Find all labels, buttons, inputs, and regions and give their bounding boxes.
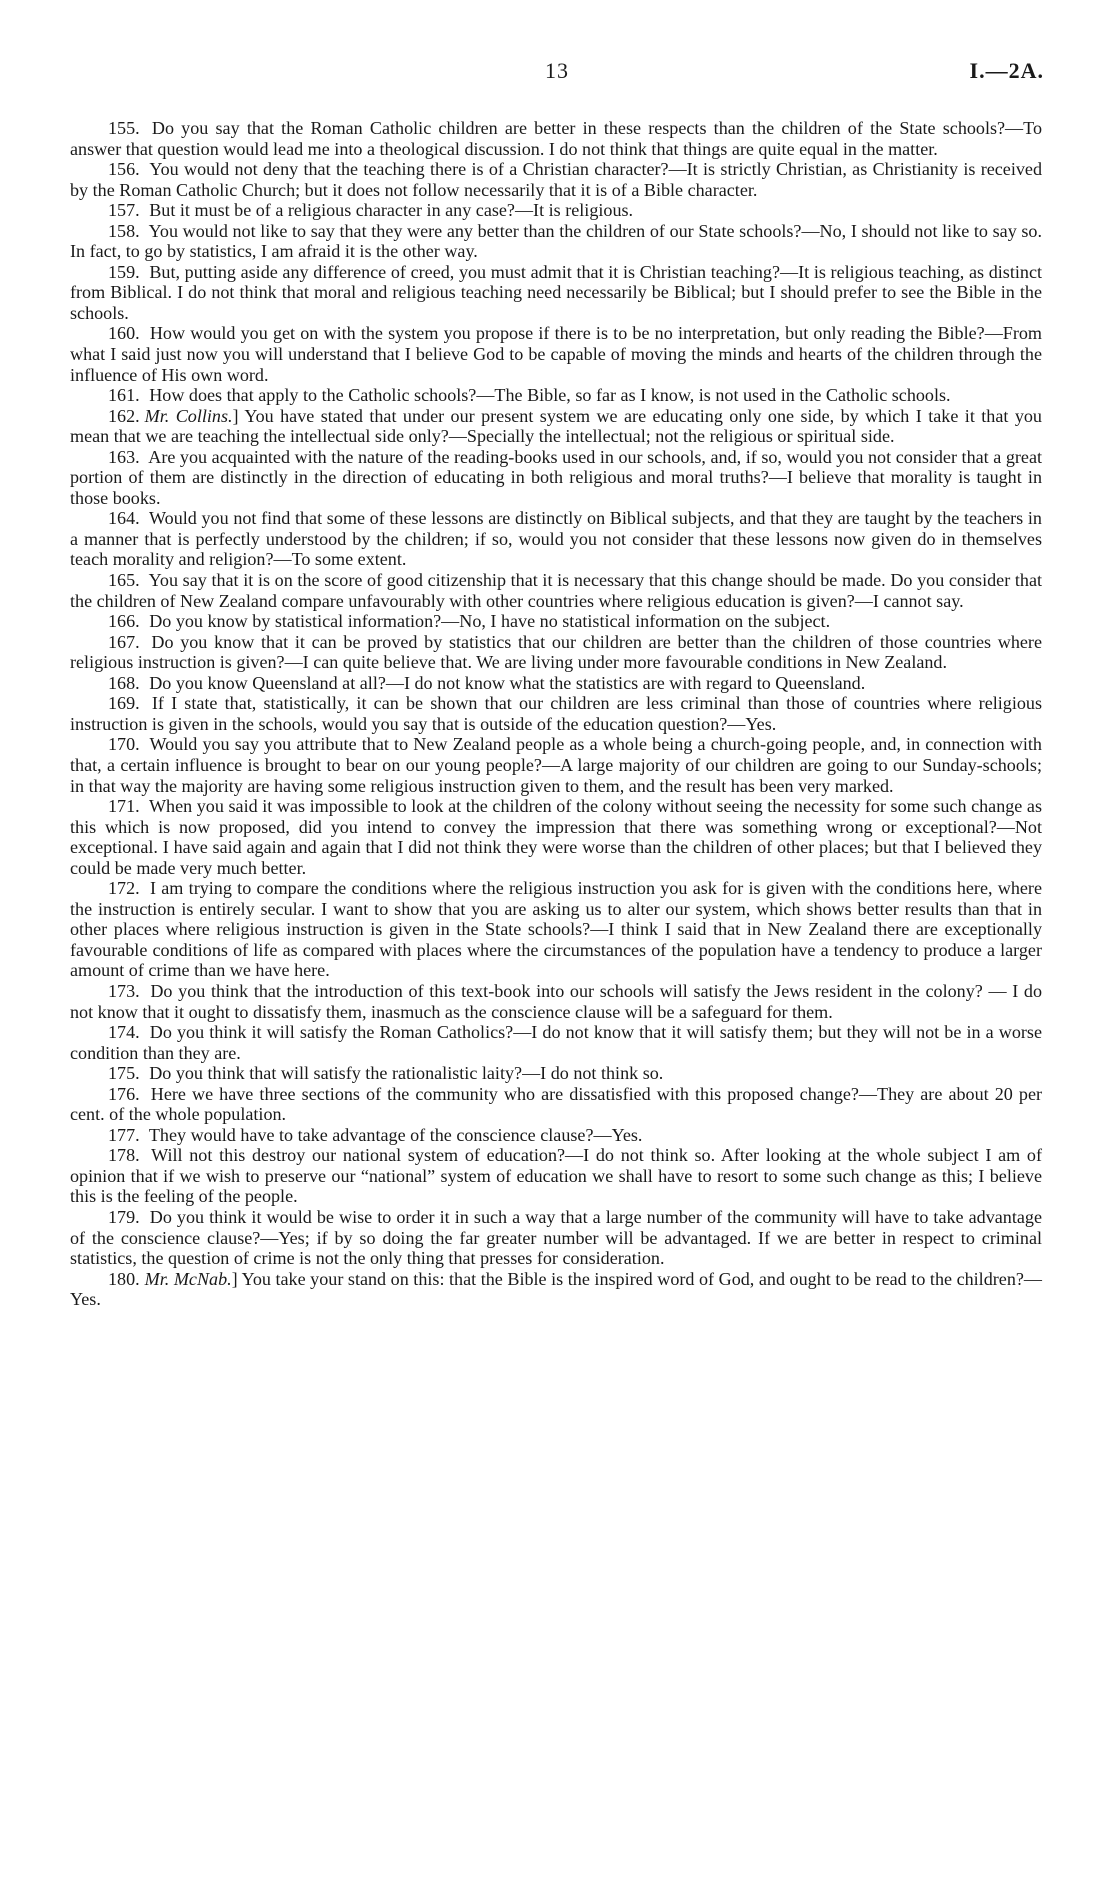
question-text: You take your stand on this: that the Bible is the inspired word of God, and ought to be read to the children?—Yes. <box>70 1268 1042 1310</box>
question-text: But, putting aside any difference of creed, you must admit that it is Christian teaching?—It is religious teaching, as distinct from Biblical. I do not think that moral and religious teaching need necessarily be Biblical; but I should prefer to see the Bible in the schools. <box>70 261 1043 323</box>
question-number: 178. <box>108 1145 140 1166</box>
question-paragraph <box>70 796 1042 878</box>
question-number: 170. <box>108 734 140 755</box>
question-paragraph <box>70 878 1042 981</box>
question-text: You would not deny that the teaching there is of a Christian character?—It is strictly Christian, as Christianity is received by the Roman Catholic Church; but it does not follow necessarily that it is of a Bible character. <box>70 159 1042 200</box>
question-number: 168. <box>108 672 140 693</box>
question-number: 157. <box>108 200 140 221</box>
question-number: 175. <box>108 1063 140 1084</box>
question-text: Here we have three sections of the community who are dissatisfied with this proposed change?—They are about 20 per cent. of the whole population. <box>70 1083 1043 1125</box>
question-text: You would not like to say that they were any better than the children of our State schools?—No, I should not like to say so. In fact, to go by statistics, I am afraid it is the other way. <box>70 220 1042 262</box>
question-number: 179. <box>108 1206 140 1227</box>
speaker-name: Mr. McNab. <box>144 1268 232 1289</box>
question-number: 174. <box>108 1022 140 1043</box>
question-text: Are you acquainted with the nature of the reading-books used in our schools, and, if so, would you not consider that a great portion of them are distinctly in the direction of educating in both religious and moral truths?—I believe that morality is taught in those books. <box>70 446 1043 508</box>
question-text: How does that apply to the Catholic schools?—The Bible, so far as I know, is not used in the Catholic schools. <box>149 385 951 406</box>
question-number: 155. <box>108 118 140 138</box>
question-number: 158. <box>108 220 140 241</box>
question-text: Do you think it will satisfy the Roman Catholics?—I do not know that it will satisfy them; but they will not be in a worse condition than they are. <box>70 1022 1042 1063</box>
question-number: 180. <box>108 1268 140 1289</box>
page-number: 13 <box>545 58 569 83</box>
question-text: Would you not find that some of these lessons are distinctly on Biblical subjects, and that they are taught by the teachers in a manner that is perfectly understood by the children; if so, would you not consider that these lessons now given do in themselves teach morality and religion?—To some extent. <box>70 508 1042 570</box>
question-paragraph <box>70 632 1042 673</box>
question-paragraph <box>70 323 1042 385</box>
question-number: 160. <box>108 323 140 344</box>
question-paragraph <box>70 1207 1042 1269</box>
question-paragraph <box>70 200 1042 221</box>
question-paragraph <box>70 981 1042 1022</box>
speaker-name: Mr. Collins. <box>144 405 233 426</box>
question-paragraph <box>70 611 1042 632</box>
question-text: Do you think that will satisfy the rationalistic laity?—I do not think so. <box>149 1063 664 1084</box>
question-number: 173. <box>108 980 140 1001</box>
question-number: 164. <box>108 508 140 529</box>
question-paragraph <box>70 221 1042 262</box>
question-number: 169. <box>108 693 140 714</box>
question-number: 159. <box>108 261 140 282</box>
question-paragraph <box>70 159 1042 200</box>
question-text: Do you say that the Roman Catholic children are better in these respects than the children of the State schools?—To answer that question would lead me into a theological discussion. I do not think that things are quite equal in the matter. <box>70 118 1042 159</box>
question-text: Will not this destroy our national system of education?—I do not think so. After looking at the whole subject I am of opinion that if we wish to preserve our “national” system of education we shall have to resort to some such change as this; I believe this is the feeling of the people. <box>70 1145 1043 1207</box>
question-number: 165. <box>108 570 140 591</box>
question-paragraph <box>70 570 1042 611</box>
question-paragraph <box>70 406 1042 447</box>
question-paragraph <box>70 447 1042 509</box>
question-number: 166. <box>108 611 140 632</box>
question-text: They would have to take advantage of the conscience clause?—Yes. <box>148 1124 643 1145</box>
question-paragraph <box>70 385 1042 406</box>
question-paragraph <box>70 1063 1042 1084</box>
question-number: 177. <box>108 1124 140 1145</box>
question-paragraph <box>70 508 1042 570</box>
question-number: 163. <box>108 446 140 467</box>
question-paragraph <box>70 1125 1042 1146</box>
question-text: I am trying to compare the conditions where the religious instruction you ask for is given with the conditions here, where the instruction is entirely secular. I want to show that you are asking us to alter our system, which shows better results than that in other places where religious instruction is given in the State schools?—I think I said that in New Zealand there are exceptionally favourable conditions of life as compared with places where the circumstances of the population have a tendency to produce a larger amount of crime than we have here. <box>70 878 1042 981</box>
question-number: 162. <box>108 405 140 426</box>
question-number: 171. <box>108 796 140 817</box>
question-number: 172. <box>108 878 140 899</box>
question-paragraph <box>70 673 1042 694</box>
question-paragraph <box>70 1269 1042 1310</box>
question-paragraph <box>70 1145 1042 1207</box>
question-text: Do you know by statistical information?—No, I have no statistical information on the subject. <box>149 611 831 632</box>
question-paragraph <box>70 693 1042 734</box>
question-number: 161. <box>108 385 140 406</box>
evidence-text <box>70 118 1042 1310</box>
question-text: You say that it is on the score of good citizenship that it is necessary that this change should be made. Do you consider that the children of New Zealand compare unfavourably with other countries where religious education is given?—I cannot say. <box>70 570 1043 611</box>
question-paragraph <box>70 262 1042 324</box>
question-text: Do you know that it can be proved by statistics that our children are better than the children of those countries where religious instruction is given?—I can quite believe that. We are living under more favourable conditions in New Zealand. <box>70 631 1042 673</box>
question-paragraph <box>70 118 1042 159</box>
question-text: How would you get on with the system you propose if there is to be no interpretation, but only reading the Bible?—From what I said just now you will understand that I believe God to be capable of moving the minds and hearts of the children through the influence of His own word. <box>70 323 1042 385</box>
question-text: Do you know Queensland at all?—I do not know what the statistics are with regard to Queensland. <box>149 672 866 693</box>
question-text: When you said it was impossible to look at the children of the colony without seeing the necessity for some such change as this which is now proposed, did you intend to convey the impression that there was something wrong or exceptional?—Not exceptional. I have said again and again that I did not think they were worse than the children of other places; but that I believed they could be made very much better. <box>70 796 1042 878</box>
question-number: 167. <box>108 631 140 652</box>
speaker-bracket: ] <box>231 1268 238 1289</box>
question-text: Do you think that the introduction of this text-book into our schools will satisfy the Jews resident in the colony? — I do not know that it ought to dissatisfy them, inasmuch as the conscience clause will be a safeguard for them. <box>70 980 1043 1022</box>
question-paragraph <box>70 1022 1042 1063</box>
question-paragraph <box>70 734 1042 796</box>
speaker-bracket: ] <box>232 405 239 426</box>
question-paragraph <box>70 1084 1042 1125</box>
question-text: Would you say you attribute that to New Zealand people as a whole being a church-going people, and, in connection with that, a certain influence is brought to bear on our young people?—A large majority of our children are going to our Sunday-schools; in that way the majority are having some religious instruction given to them, and the result has been very marked. <box>70 734 1042 796</box>
question-number: 156. <box>108 159 140 180</box>
question-number: 176. <box>108 1083 140 1104</box>
question-text: But it must be of a religious character in any case?—It is religious. <box>149 200 634 221</box>
page-header <box>70 58 1044 92</box>
question-text: Do you think it would be wise to order it in such a way that a large number of the community will have to take advantage of the conscience clause?—Yes; if by so doing the far greater number will be advantaged. If we are better in respect to criminal statistics, the question of crime is not the only thing that presses for consideration. <box>70 1206 1042 1269</box>
question-text: If I state that, statistically, it can be shown that our children are less criminal than those of countries where religious instruction is given in the schools, would you say that is outside of the education question?—Yes. <box>70 693 1042 734</box>
document-reference: I.—2A. <box>969 58 1044 83</box>
question-text: You have stated that under our present system we are educating only one side, by which I take it that you mean that we are teaching the intellectual side only?—Specially the intellectual; not the religious or spiritual side. <box>70 405 1042 447</box>
